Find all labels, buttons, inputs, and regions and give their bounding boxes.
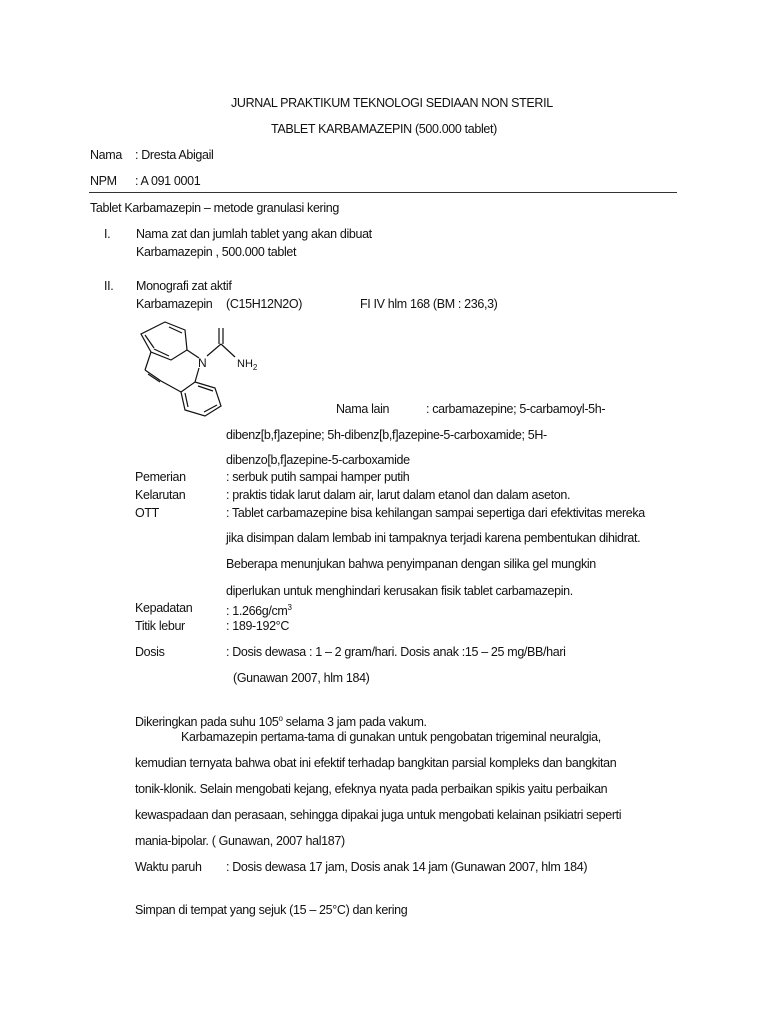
waktu-paruh-label: Waktu paruh xyxy=(135,860,202,874)
ott-value: : Tablet carbamazepine bisa kehilangan sampai sepertiga dari efektivitas mereka xyxy=(226,506,645,520)
paragraph-line-4: kewaspadaan dan perasaan, sehingga dipakai juga untuk mengobati kelainan psikiatri seperti xyxy=(135,808,622,822)
drug-formula: (C15H12N2O) xyxy=(226,297,303,311)
nitrogen-label: N xyxy=(198,356,207,370)
nama-lain-cont-1: dibenz[b,f]azepine; 5h-dibenz[b,f]azepine-5-carboxamide; 5H- xyxy=(226,428,547,442)
titik-lebur-value: : 189-192°C xyxy=(226,619,289,633)
section-1-value: Karbamazepin , 500.000 tablet xyxy=(136,245,297,259)
storage-instruction: Simpan di tempat yang sejuk (15 – 25°C) dan kering xyxy=(135,903,408,917)
kepadatan-label: Kepadatan xyxy=(135,601,193,615)
method-line: Tablet Karbamazepin – metode granulasi kering xyxy=(90,201,339,215)
drug-name: Karbamazepin xyxy=(136,297,213,311)
pemerian-label: Pemerian xyxy=(135,470,186,484)
ott-cont-1: jika disimpan dalam lembab ini tampaknya terjadi karena pembentukan dihidrat. xyxy=(226,531,641,545)
section-1-numeral: I. xyxy=(104,227,111,241)
npm-label: NPM xyxy=(90,174,117,188)
dosis-reference: (Gunawan 2007, hlm 184) xyxy=(233,671,370,685)
pharmacopoeia-reference: FI IV hlm 168 (BM : 236,3) xyxy=(360,297,498,311)
nama-lain-cont-2: dibenzo[b,f]azepine-5-carboxamide xyxy=(226,453,410,467)
kelarutan-value: : praktis tidak larut dalam air, larut dalam etanol dan dalam aseton. xyxy=(226,488,571,502)
nama-label: Nama xyxy=(90,148,122,162)
paragraph-line-2: kemudian ternyata bahwa obat ini efektif terhadap bangkitan parsial kompleks dan bangkitan xyxy=(135,756,617,770)
nama-lain-value: : carbamazepine; 5-carbamoyl-5h- xyxy=(426,402,606,416)
paragraph-line-5: mania-bipolar. ( Gunawan, 2007 hal187) xyxy=(135,834,345,848)
amine-subscript-glyph: 2 xyxy=(252,363,258,372)
titik-lebur-label: Titik lebur xyxy=(135,619,185,633)
degree-superscript: o xyxy=(278,714,283,723)
section-1-heading: Nama zat dan jumlah tablet yang akan dibuat xyxy=(136,227,372,241)
document-subtitle: TABLET KARBAMAZEPIN (500.000 tablet) xyxy=(271,122,497,136)
header-divider xyxy=(89,192,677,193)
kelarutan-label: Kelarutan xyxy=(135,488,186,502)
document-title: JURNAL PRAKTIKUM TEKNOLOGI SEDIAAN NON STERIL xyxy=(231,96,553,110)
ott-label: OTT xyxy=(135,506,159,520)
paragraph-line-1: Karbamazepin pertama-tama di gunakan untuk pengobatan trigeminal neuralgia, xyxy=(181,730,601,744)
waktu-paruh-value: : Dosis dewasa 17 jam, Dosis anak 14 jam (Gunawan 2007, hlm 184) xyxy=(226,860,588,874)
drying-line: Dikeringkan pada suhu 105$^o$ selama 3 jam pada vakum. xyxy=(135,714,427,729)
kepadatan-superscript: 3 xyxy=(287,603,292,612)
nama-value: : Dresta Abigail xyxy=(135,148,214,162)
dosis-label: Dosis xyxy=(135,645,165,659)
section-2-heading: Monografi zat aktif xyxy=(136,279,232,293)
ott-cont-3: diperlukan untuk menghindari kerusakan fisik tablet carbamazepin. xyxy=(226,584,573,598)
pemerian-value: : serbuk putih sampai hamper putih xyxy=(226,470,410,484)
section-2-numeral: II. xyxy=(104,279,114,293)
ott-cont-2: Beberapa menunjukan bahwa penyimpanan dengan silika gel mungkin xyxy=(226,557,596,571)
paragraph-line-3: tonik-klonik. Selain mengobati kejang, efeknya nyata pada perbaikan spikis yaitu perbaikan xyxy=(135,782,608,796)
carbamazepine-structure-diagram xyxy=(125,318,258,418)
npm-value: : A 091 0001 xyxy=(135,174,201,188)
amine-label: $NH_2$ xyxy=(237,358,258,372)
dosis-value: : Dosis dewasa : 1 – 2 gram/hari. Dosis anak :15 – 25 mg/BB/hari xyxy=(226,645,566,659)
kepadatan-value: : $1.266g/cm^3$ xyxy=(226,603,292,618)
nama-lain-label: Nama lain xyxy=(336,402,390,416)
